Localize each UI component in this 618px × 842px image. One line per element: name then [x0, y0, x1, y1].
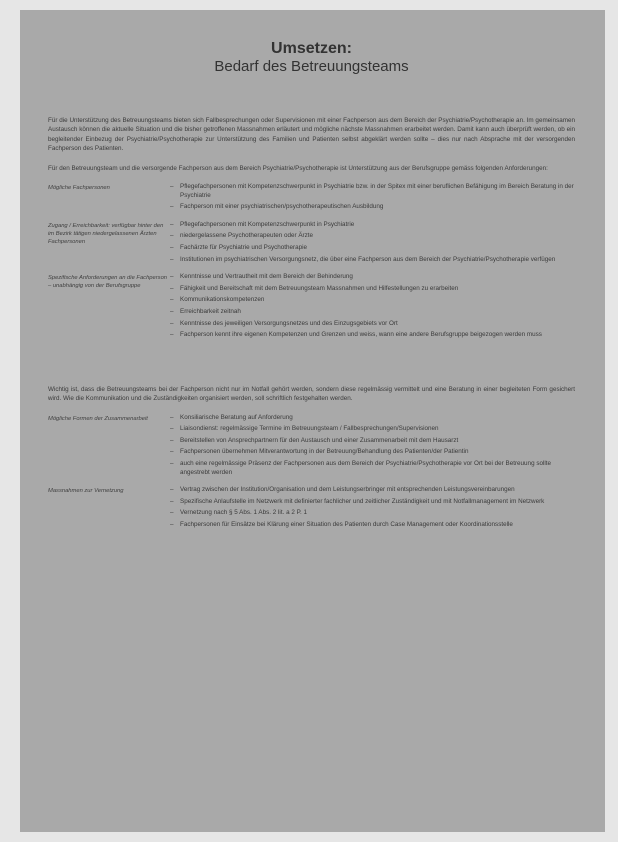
- list-item: – auch eine regelmässige Präsenz der Fachpersonen aus dem Bereich der Psychiatrie/Psychotherapie vor Ort bei der Betreuung sollte angestrebt werden: [170, 460, 575, 477]
- intro-paragraph: Für die Unterstützung des Betreuungsteams bieten sich Fallbesprechungen oder Supervisionen mit einer Fachperson aus dem Bereich der Psychiatrie/Psychotherapie an. Im gemeinsamen Austausch können die aktuelle Situation und die bisher getroffenen Massnahmen erläutert und mögliche nächste Massnahmen erarbeitet werden. Damit kann auch überprüft werden, ob ein begleitender Einbezug der Psychiatrie/Psychotherapie zur Unterstützung des Familien und Patienten selbst abgeklärt werden sollte – dies nur nach Absprache mit der versorgenden Fachperson des Patienten.: [48, 117, 575, 153]
- section-label: Mögliche Fachpersonen: [48, 185, 110, 192]
- document-title-block: [48, 40, 575, 76]
- list-item: – Spezifische Anlaufstelle im Netzwerk mit definierter fachlicher und zeitlicher Zuständigkeit und mit Notfallmanagement im Netzwerk: [170, 498, 575, 507]
- list-item: – Kommunikationskompetenzen: [170, 296, 575, 305]
- list-item: – Erreichbarkeit zeitnah: [170, 308, 575, 317]
- list-item: – Liaisondienst: regelmässige Termine im Betreuungsteam / Fallbesprechungen/Supervisionen: [170, 425, 575, 434]
- section-label: Zugang / Erreichbarkeit: verfügbar hinter den im Bezirk tätigen niedergelassenen Ärzten Fachpersonen: [48, 222, 164, 245]
- section-label: Spezifische Anforderungen an die Fachperson – unabhängig von der Berufsgruppe: [48, 275, 168, 290]
- list-item: – Fachärzte für Psychiatrie und Psychotherapie: [170, 244, 575, 253]
- section-networking: [48, 486, 575, 532]
- list-item: – niedergelassene Psychotherapeuten oder Ärzte: [170, 232, 575, 241]
- section-list: [170, 486, 575, 532]
- section-gap: [48, 349, 575, 385]
- section-list: [170, 273, 575, 343]
- section-collaboration-forms: [48, 414, 575, 481]
- section-access: [48, 221, 575, 267]
- list-item: – Fachperson kennt ihre eigenen Kompetenzen und Grenzen und weiss, wann eine andere Berufsgruppe beigezogen werden muss: [170, 331, 575, 340]
- list-item: – Bereitstellen von Ansprechpartnern für den Austausch und einer Zusammenarbeit mit dem Hausarzt: [170, 437, 575, 446]
- list-item: – Kenntnisse und Vertrautheit mit dem Bereich der Behinderung: [170, 273, 575, 282]
- list-item: – Pflegefachpersonen mit Kompetenzschwerpunkt in Psychiatrie bzw. in der Spitex mit einer beruflichen Befähigung im Bereich Beratung in der Psychiatrie: [170, 183, 575, 200]
- list-item: – Kenntnisse des jeweiligen Versorgungsnetzes und des Einzugsgebiets vor Ort: [170, 320, 575, 329]
- section-specific-requirements: [48, 273, 575, 343]
- document-page: [20, 10, 605, 832]
- section-list: [170, 221, 575, 267]
- list-item: – Fachpersonen für Einsätze bei Klärung einer Situation des Patienten durch Case Management oder Koordinationsstelle: [170, 521, 575, 530]
- collaboration-sections: [48, 414, 575, 533]
- list-item: – Vertrag zwischen der Institution/Organisation und dem Leistungserbringer mit entsprechenden Leistungsvereinbarungen: [170, 486, 575, 495]
- requirements-sections: [48, 183, 575, 343]
- list-item: – Konsiliarische Beratung auf Anforderung: [170, 414, 575, 423]
- section-list: [170, 183, 575, 215]
- document-title: Umsetzen:: [271, 40, 352, 57]
- collaboration-paragraph: Wichtig ist, dass die Betreuungsteams bei der Fachperson nicht nur im Notfall gehört werden, sondern diese regelmässig vermittelt und eine Beratung in einer begleiteten Form gesichert wird. Wie die Kommunikation und die Zuständigkeiten organisiert werden, soll schriftlich festgehalten werden.: [48, 385, 575, 403]
- section-list: [170, 414, 575, 481]
- list-item: – Institutionen im psychiatrischen Versorgungsnetz, die über eine Fachperson aus dem Bereich der Psychiatrie/Psychotherapie verfügen: [170, 256, 575, 265]
- requirements-paragraph: Für den Betreuungsteam und die versorgende Fachperson aus dem Bereich Psychiatrie/Psychotherapie ist Unterstützung aus der Berufsgruppe gemäss folgenden Anforderungen:: [48, 164, 548, 172]
- document-subtitle: Bedarf des Betreuungsteams: [214, 58, 409, 75]
- section-label: Massnahmen zur Vernetzung: [48, 488, 124, 495]
- list-item: – Vernetzung nach § 5 Abs. 1 Abs. 2 lit. a 2 P. 1: [170, 509, 575, 518]
- section-professionals: [48, 183, 575, 215]
- list-item: – Pflegefachpersonen mit Kompetenzschwerpunkt in Psychiatrie: [170, 221, 575, 230]
- section-label: Mögliche Formen der Zusammenarbeit: [48, 415, 148, 422]
- list-item: – Fähigkeit und Bereitschaft mit dem Betreuungsteam Massnahmen und Hilfestellungen zu erarbeiten: [170, 285, 575, 294]
- list-item: – Fachperson mit einer psychiatrischen/psychotherapeutischen Ausbildung: [170, 203, 575, 212]
- list-item: – Fachpersonen übernehmen Mitverantwortung in der Betreuung/Behandlung des Patienten/der Patientin: [170, 448, 575, 457]
